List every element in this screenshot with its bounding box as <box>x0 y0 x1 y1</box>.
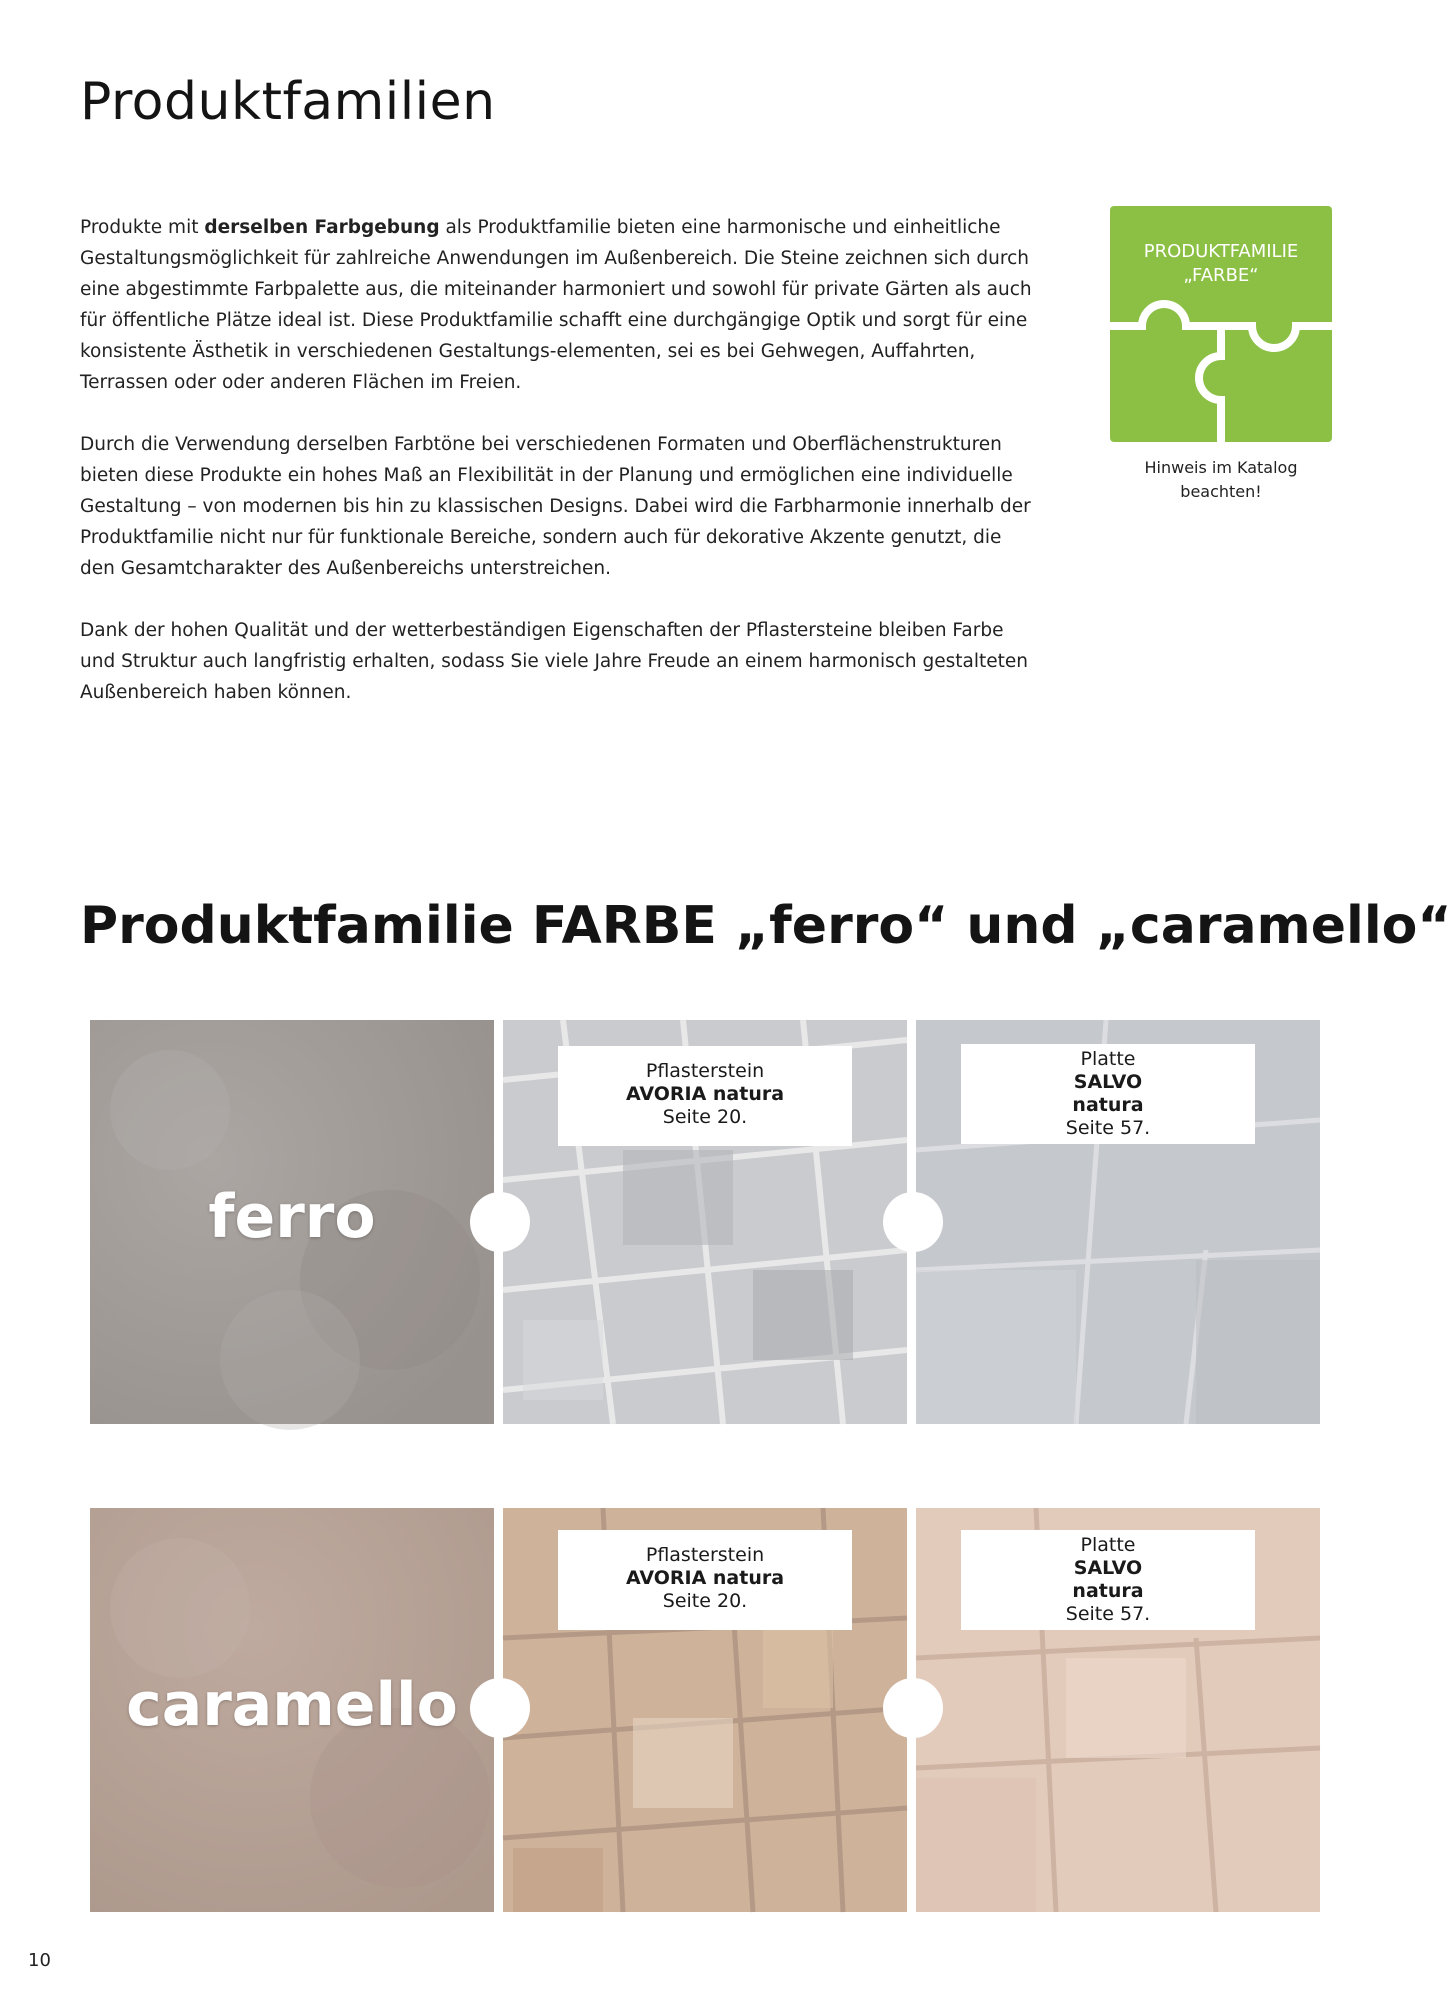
puzzle-connector <box>883 1192 943 1252</box>
caramello-salvo-info: Platte SALVO natura Seite 57. <box>961 1530 1255 1630</box>
puzzle-connector <box>883 1678 943 1738</box>
puzzle-connector <box>470 1192 530 1252</box>
badge-label: PRODUKTFAMILIE „FARBE“ <box>1143 241 1299 286</box>
catalog-hint: Hinweis im Katalog beachten! <box>1144 458 1298 501</box>
caramello-avoria-tile <box>503 1508 907 1912</box>
puzzle-connector <box>470 1678 530 1738</box>
product-family-badge <box>1110 206 1332 442</box>
intro-paragraph-3: Dank der hohen Qualität und der wetterbeständigen Eigenschaften der Pflastersteine bleiben Farbe und Struktur auch langfristig erhalten, sodass Sie viele Jahre Freude an einem harmonisch gestalteten Außenbereich haben können. <box>80 620 1028 703</box>
intro-paragraph-1: Produkte mit derselben Farbgebung als Produktfamilie bieten eine harmonische und einheitliche Gestaltungsmöglichkeit für zahlreiche Anwendungen im Außenbereich. Die Steine zeichnen sich durch eine abgestimmte Farbpalette aus, die miteinander harmoniert und sowohl für private Gärten als auch für öffentliche Plätze ideal ist. Diese Produktfamilie schafft eine durchgängige Optik und sorgt für eine konsistente Ästhetik in verschiedenen Gestaltungs-elementen, sei es bei Gehwegen, Auffahrten, Terrassen oder oder anderen Flächen im Freien. <box>80 217 1032 393</box>
caramello-label: caramello <box>126 1670 458 1740</box>
caramello-swatch-tile <box>90 1508 494 1912</box>
ferro-salvo-info: Platte SALVO natura Seite 57. <box>961 1044 1255 1144</box>
ferro-salvo-tile <box>916 1020 1320 1424</box>
section-title: Produktfamilie FARBE „ferro“ und „caramello“ <box>80 896 1452 956</box>
intro-paragraph-2: Durch die Verwendung derselben Farbtöne bei verschiedenen Formaten und Oberflächenstrukturen bieten diese Produkte ein hohes Maß an Flexibilität in der Planung und ermöglichen eine individuelle Gestaltung – von modernen bis hin zu klassischen Designs. Dabei wird die Farbharmonie innerhalb der Produktfamilie nicht nur für funktionale Bereiche, sondern auch für dekorative Akzente genutzt, die den Gesamtcharakter des Außenbereichs unterstreichen. <box>80 434 1031 579</box>
ferro-swatch-tile <box>90 1020 494 1424</box>
page-number: 10 <box>28 1950 51 1971</box>
caramello-salvo-tile <box>916 1508 1320 1912</box>
ferro-label: ferro <box>208 1182 376 1252</box>
ferro-avoria-tile <box>503 1020 907 1424</box>
intro-text <box>80 212 1040 739</box>
page-title: Produktfamilien <box>80 72 496 132</box>
ferro-avoria-info: Pflasterstein AVORIA natura Seite 20. <box>558 1046 852 1146</box>
caramello-avoria-info: Pflasterstein AVORIA natura Seite 20. <box>558 1530 852 1630</box>
